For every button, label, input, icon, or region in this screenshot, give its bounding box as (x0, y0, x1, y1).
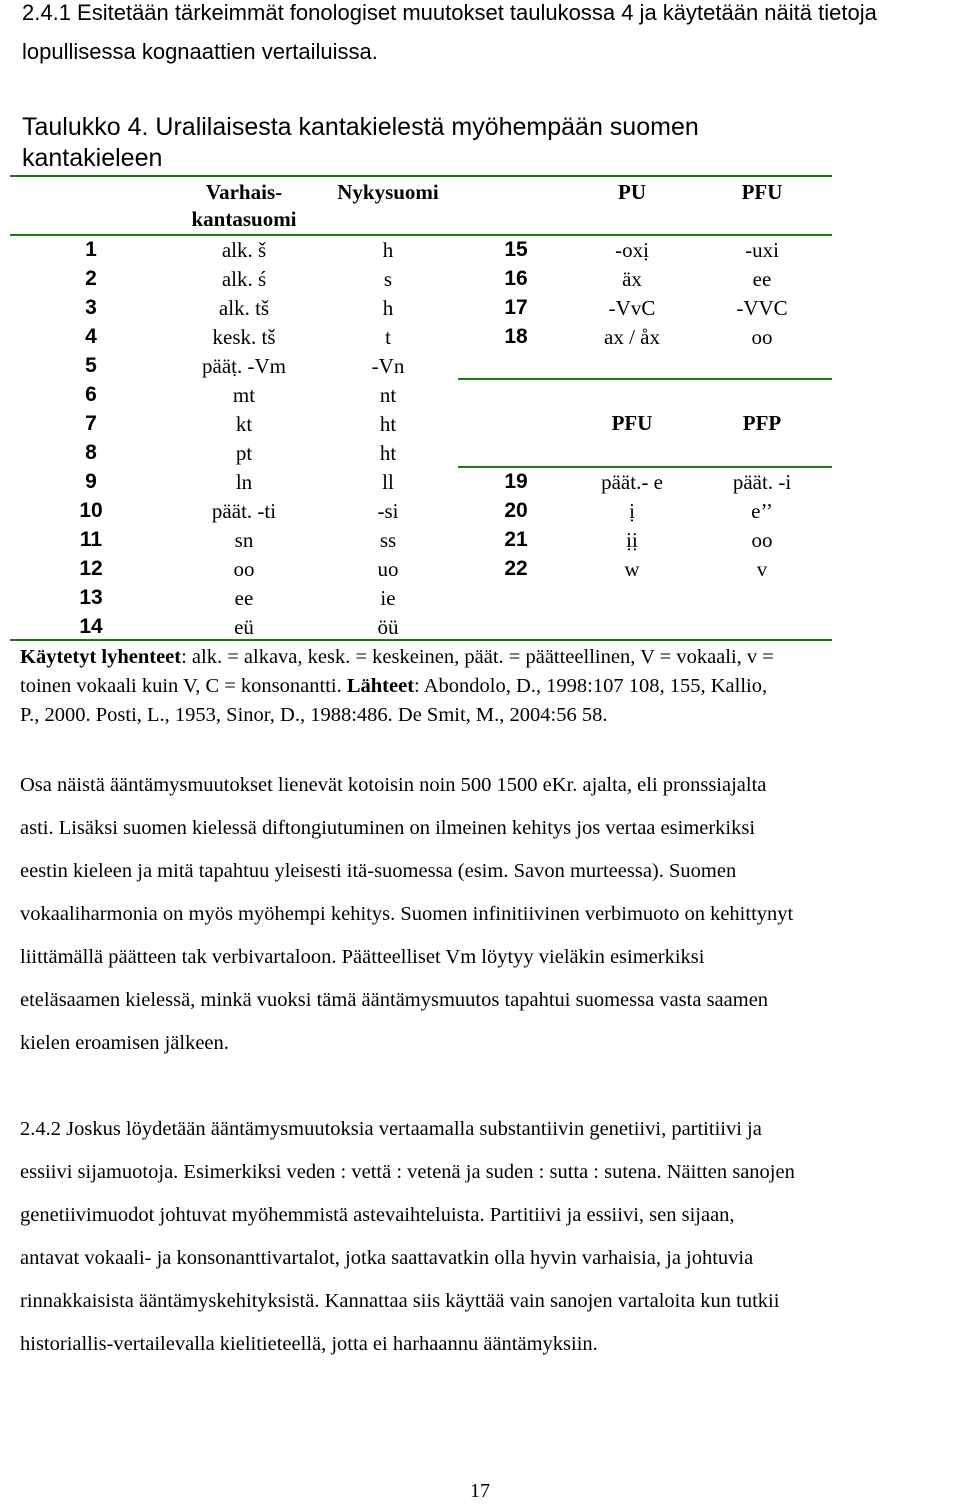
cell-pu: -VvC (608, 296, 656, 320)
table-top-rule (10, 175, 832, 177)
cell-nykysuomi: uo (377, 557, 399, 581)
table-bottom-rule (10, 639, 832, 641)
mid-rule-2 (458, 466, 832, 468)
cell-nykysuomi: t (385, 325, 391, 349)
cell-nykysuomi: ie (380, 586, 396, 610)
header-rule (10, 234, 832, 236)
cell-pfu: w (624, 557, 640, 581)
row-number: 17 (504, 296, 528, 319)
paragraph-line: genetiivimuodot johtuvat myöhemmistä astevaihteluista. Partitiivi ja essiivi, sen sijaan, (20, 1204, 735, 1226)
header-nykysuomi: Nykysuomi (337, 180, 439, 204)
cell-varhaiskantasuomi: alk. tš (218, 296, 270, 320)
mid-rule-1 (458, 378, 832, 380)
notes-line-3: P., 2000. Posti, L., 1953, Sinor, D., 1988:486. De Smit, M., 2004:56 58. (20, 704, 608, 726)
row-number: 2 (85, 267, 97, 290)
row-number: 14 (79, 615, 103, 638)
cell-pfu: ee (752, 267, 772, 291)
row-number: 10 (79, 499, 103, 522)
cell-varhaiskantasuomi: eü (234, 615, 254, 639)
cell-pfu: oo (751, 325, 773, 349)
cell-varhaiskantasuomi: mt (232, 383, 256, 407)
row-number: 18 (504, 325, 528, 348)
intro-line-2: lopullisessa kognaattien vertailuissa. (22, 39, 378, 64)
cell-pfu: ịị (626, 528, 638, 552)
header-pfu-2: PFU (611, 411, 653, 435)
row-number: 12 (79, 557, 103, 580)
paragraph-line: antavat vokaali- ja konsonanttivartalot, jotka saattavatkin olla hyvin varhaisia, ja johtuvia (20, 1247, 754, 1269)
cell-pfp: e’’ (751, 499, 773, 523)
header-pfu: PFU (741, 180, 783, 204)
cell-varhaiskantasuomi: kt (235, 412, 253, 436)
cell-pfp: oo (751, 528, 773, 552)
notes-text-1: : alk. = alkava, kesk. = keskeinen, päät. = päätteellinen, V = vokaali, v = (181, 646, 774, 668)
cell-varhaiskantasuomi: pääṭ. -Vm (202, 354, 286, 378)
cell-nykysuomi: s (383, 267, 393, 291)
row-number: 15 (504, 238, 528, 261)
header-pfp: PFP (742, 411, 782, 435)
cell-varhaiskantasuomi: kesk. tš (212, 325, 276, 349)
cell-nykysuomi: h (382, 238, 394, 262)
row-number: 13 (79, 586, 103, 609)
header-kantasuomi: kantasuomi (191, 207, 297, 231)
paragraph-line: eestin kieleen ja mitä tapahtuu yleisesti itä-suomessa (esim. Savon murteessa). Suomen (20, 860, 737, 882)
paragraph-line: kielen eroamisen jälkeen. (20, 1032, 229, 1054)
paragraph-line: historiallis-vertailevalla kielitieteellä, jotta ei harhaannu ääntämyksiin. (20, 1333, 598, 1355)
row-number: 8 (85, 441, 97, 464)
row-number: 19 (504, 470, 528, 493)
cell-pfp: päät. -i (732, 470, 792, 494)
cell-pu: -oxị (615, 238, 649, 262)
cell-pfu: ị (629, 499, 635, 523)
row-number: 3 (85, 296, 97, 319)
cell-varhaiskantasuomi: alk. š (221, 238, 267, 262)
cell-nykysuomi: ss (379, 528, 397, 552)
cell-varhaiskantasuomi: oo (233, 557, 255, 581)
cell-pu: äx (622, 267, 642, 291)
paragraph-line: Osa näistä ääntämysmuutokset lienevät kotoisin noin 500 1500 eKr. ajalta, eli pronssiajalta (20, 774, 767, 796)
cell-varhaiskantasuomi: ee (234, 586, 254, 610)
cell-nykysuomi: ht (379, 412, 397, 436)
row-number: 20 (504, 499, 528, 522)
row-number: 4 (85, 325, 97, 348)
cell-pfu: -uxi (745, 238, 779, 262)
cell-pu: ax / åx (604, 325, 660, 349)
cell-pfu: -VVC (736, 296, 788, 320)
cell-varhaiskantasuomi: päät. -ti (211, 499, 277, 523)
cell-varhaiskantasuomi: alk. ś (221, 267, 267, 291)
notes-text-2a: toinen vokaali kuin V, C = konsonantti. (20, 675, 342, 697)
cell-varhaiskantasuomi: sn (234, 528, 254, 552)
row-number: 6 (85, 383, 97, 406)
row-number: 5 (85, 354, 97, 377)
notes-line-1 (20, 646, 774, 669)
row-number: 16 (504, 267, 528, 290)
paragraph-line: vokaaliharmonia on myös myöhempi kehitys. Suomen infinitiivinen verbimuoto on kehittynyt (20, 903, 794, 925)
cell-varhaiskantasuomi: ln (235, 470, 253, 494)
intro-line-1: 2.4.1 Esitetään tärkeimmät fonologiset muutokset taulukossa 4 ja käytetään näitä tietoja (22, 0, 877, 25)
cell-nykysuomi: h (382, 296, 394, 320)
row-number: 22 (504, 557, 528, 580)
header-varhais: Varhais- (205, 180, 283, 204)
paragraph-line: essiivi sijamuotoja. Esimerkiksi veden : vettä : vetenä ja suden : sutta : sutena. Näitten sanojen (20, 1161, 795, 1183)
table-caption-line-1: Taulukko 4. Uralilaisesta kantakielestä myöhempään suomen (22, 113, 699, 141)
cell-nykysuomi: ll (382, 470, 394, 494)
cell-nykysuomi: nt (379, 383, 397, 407)
page-number: 17 (470, 1480, 490, 1502)
cell-pfp: v (756, 557, 768, 581)
notes-text-2b: : Abondolo, D., 1998:107 108, 155, Kallio, (414, 675, 768, 697)
paragraph-line: eteläsaamen kielessä, minkä vuoksi tämä ääntämysmuutos tapahtui suomessa vasta saamen (20, 989, 769, 1011)
paragraph-line: asti. Lisäksi suomen kielessä diftongiutuminen on ilmeinen kehitys jos vertaa esimerkiksi (20, 817, 756, 839)
paragraph-line: rinnakkaisista ääntämyskehityksistä. Kannattaa siis käyttää vain sanojen vartaloita kun tutkii (20, 1290, 780, 1312)
cell-pfu: päät.- e (601, 470, 663, 494)
notes-line-2 (20, 675, 767, 698)
notes-label-sources: Lähteet (346, 675, 415, 697)
cell-nykysuomi: ht (379, 441, 397, 465)
row-number: 7 (85, 412, 97, 435)
paragraph-line: 2.4.2 Joskus löydetään ääntämysmuutoksia vertaamalla substantiivin genetiivi, partitiivi ja (20, 1118, 762, 1140)
notes-label-abbreviations: Käytetyt lyhenteet (20, 646, 182, 668)
cell-nykysuomi: öü (377, 615, 399, 639)
cell-nykysuomi: -si (377, 499, 399, 523)
row-number: 21 (504, 528, 528, 551)
paragraph-line: liittämällä päätteen tak verbivartaloon. Päätteelliset Vm löytyy vieläkin esimerkiksi (20, 946, 705, 968)
cell-varhaiskantasuomi: pt (235, 441, 253, 465)
row-number: 9 (85, 470, 97, 493)
table-caption-line-2: kantakieleen (22, 144, 163, 172)
row-number: 11 (79, 528, 103, 551)
row-number: 1 (85, 238, 97, 261)
header-pu: PU (618, 180, 646, 204)
cell-nykysuomi: -Vn (371, 354, 405, 378)
